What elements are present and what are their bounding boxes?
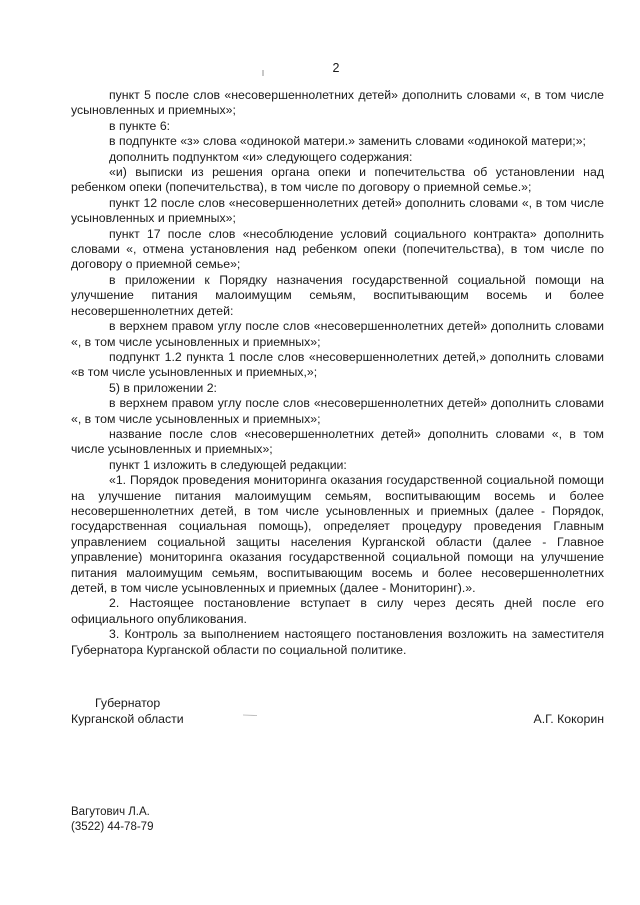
paragraph: пункт 17 после слов «несоблюдение условий социального контракта» дополнить словами «, отмена установления над ребенком опеки (попечительства), в том числе по договору о приемной семье»; <box>71 226 604 272</box>
paragraph: пункт 12 после слов «несовершеннолетних детей» дополнить словами «, в том числе усыновленных и приемных»; <box>71 195 604 226</box>
signature-block <box>71 696 604 736</box>
executor-phone: (3522) 44-78-79 <box>71 821 154 833</box>
signatory-title-line-2: Курганской области <box>71 712 184 726</box>
paragraph: 3. Контроль за выполнением настоящего постановления возложить на заместителя Губернатора Курганской области по социальной политике. <box>71 627 604 657</box>
scan-artifact <box>262 70 264 76</box>
paragraph: «1. Порядок проведения мониторинга оказания государственной социальной помощи на улучшение питания малоимущим семьям, воспитывающим восемь и более несовершеннолетних детей, в том числе усыновленных и приемных (далее - Порядок, государственная социальная помощь), определяет процедуру проведения Главным управлением социальной защиты населения Курганской области (далее - Главное управление) мониторинга оказания государственной социальной помощи на улучшение питания малоимущим семьям, воспитывающим восемь и более несовершеннолетних детей, в том числе усыновленных и приемных (далее - Мониторинг).». <box>71 473 604 595</box>
document-body <box>71 88 604 658</box>
paragraph: дополнить подпунктом «и» следующего содержания: <box>109 149 413 164</box>
paragraph: 2. Настоящее постановление вступает в силу через десять дней после его официального опубликования. <box>71 596 604 626</box>
executor-info <box>71 805 153 835</box>
paragraph: в приложении к Порядку назначения государственной социальной помощи на улучшение питания малоимущим семьям, воспитывающим восемь и более несовершеннолетних детей: <box>71 272 604 318</box>
paragraph: 5) в приложении 2: <box>109 380 217 395</box>
paragraph: подпункт 1.2 пункта 1 после слов «несовершеннолетних детей,» дополнить словами «в том числе усыновленных и приемных,»; <box>71 349 604 380</box>
paragraph: в подпункте «з» слова «одинокой матери.» заменить словами «одинокой матери;»; <box>109 134 586 149</box>
paragraph: в верхнем правом углу после слов «несовершеннолетних детей» дополнить словами «, в том числе усыновленных и приемных»; <box>71 396 604 426</box>
signature-mark <box>243 714 257 716</box>
paragraph: пункт 5 после слов «несовершеннолетних детей» дополнить словами «, в том числе усыновленных и приемных»; <box>71 88 604 118</box>
executor-name: Вагутович Л.А. <box>71 806 150 818</box>
paragraph: название после слов «несовершеннолетних детей» дополнить словами «, в том числе усыновленных и приемных»; <box>71 426 604 457</box>
paragraph: «и) выписки из решения органа опеки и попечительства об установлении над ребенком опеки (попечительства), в том числе по договору о приемной семье.»; <box>71 165 604 195</box>
paragraph: пункт 1 изложить в следующей редакции: <box>109 457 347 472</box>
paragraph: в пункте 6: <box>109 118 171 133</box>
signatory-title-line-1: Губернатор <box>95 696 161 710</box>
page-number: 2 <box>332 61 340 75</box>
signatory-name: А.Г. Кокорин <box>533 712 604 726</box>
paragraph: в верхнем правом углу после слов «несовершеннолетних детей» дополнить словами «, в том числе усыновленных и приемных»; <box>71 319 604 349</box>
